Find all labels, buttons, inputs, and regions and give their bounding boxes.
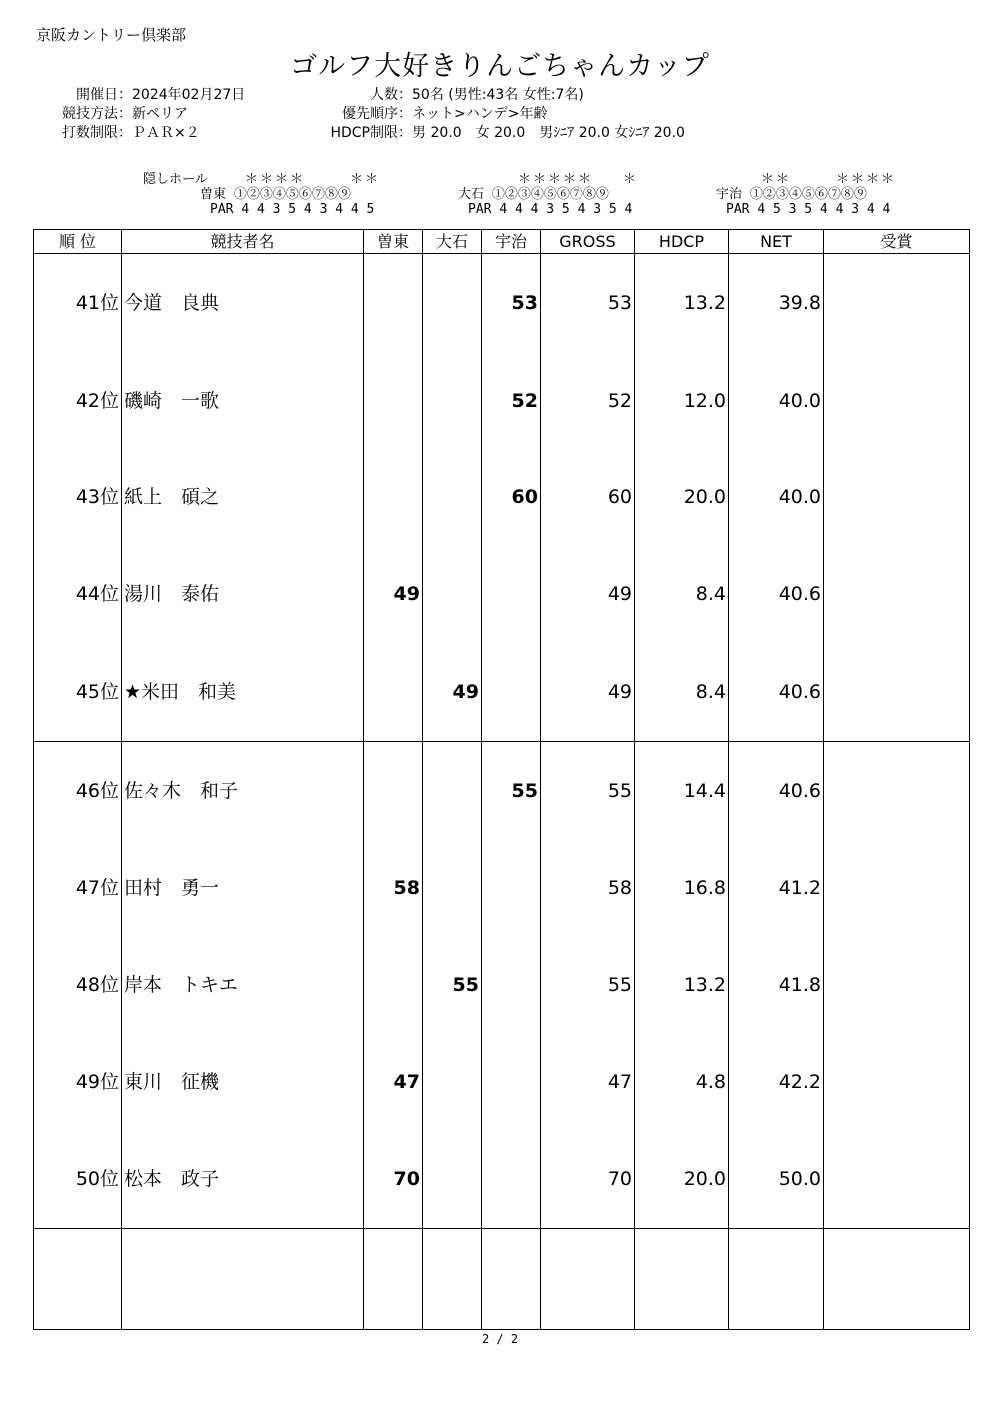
cell-oishi: 49: [423, 643, 482, 742]
cell-name: 田村 勇一: [122, 840, 364, 937]
table-row: [34, 449, 970, 546]
table-row: [34, 1033, 970, 1130]
method-value: 新ペリア: [132, 106, 188, 122]
cell-soto: 47: [364, 1033, 423, 1130]
cell-uji: 55: [482, 741, 541, 840]
cell-net: 41.8: [729, 937, 824, 1034]
cell-gross: 49: [541, 546, 635, 643]
course-uji-holes: [716, 172, 896, 217]
cell-name: 岸本 トキエ: [122, 937, 364, 1034]
cell-rank: 50位: [34, 1130, 122, 1229]
cell-net: 42.2: [729, 1033, 824, 1130]
table-row: [34, 546, 970, 643]
cell-hdcp: 13.2: [635, 937, 729, 1034]
empty-cell: [34, 1229, 122, 1330]
cell-name: ★米田 和美: [122, 643, 364, 742]
cell-award: [824, 840, 970, 937]
cell-net: 40.6: [729, 643, 824, 742]
hdcp-label: HDCP制限：: [330, 125, 412, 141]
col-header-uji: 宇治: [482, 230, 541, 254]
cell-uji: [482, 937, 541, 1034]
priority-value: ネット>ハンデ>年齢: [412, 106, 548, 122]
par-label: PAR: [468, 202, 492, 217]
cell-net: 40.6: [729, 741, 824, 840]
cell-rank: 43位: [34, 449, 122, 546]
date-value: 2024年02月27日: [132, 87, 246, 103]
empty-cell: [635, 1229, 729, 1330]
table-row: [34, 741, 970, 840]
col-header-soto: 曽東: [364, 230, 423, 254]
cell-oishi: [423, 254, 482, 353]
par-values: 4 4 4 3 5 4 3 5 4: [499, 202, 633, 217]
cell-net: 40.0: [729, 449, 824, 546]
limit-value: ＰＡＲ×２: [132, 125, 200, 141]
cell-net: 40.0: [729, 352, 824, 449]
table-empty-area: [34, 1229, 970, 1330]
table-row: [34, 840, 970, 937]
course-oishi-holes: [458, 172, 638, 217]
info-right: [300, 86, 685, 143]
cell-name: 松本 政子: [122, 1130, 364, 1229]
col-header-net: NET: [729, 230, 824, 254]
cell-soto: 49: [364, 546, 423, 643]
course-name: 曽東: [200, 187, 227, 202]
cell-uji: [482, 643, 541, 742]
col-header-name: 競技者名: [122, 230, 364, 254]
cell-net: 40.6: [729, 546, 824, 643]
cell-award: [824, 937, 970, 1034]
club-name: 京阪カントリー倶楽部: [36, 26, 187, 44]
par-values: 4 5 3 5 4 4 3 4 4: [757, 202, 891, 217]
course-name: 大石: [458, 187, 485, 202]
cell-hdcp: 12.0: [635, 352, 729, 449]
cell-gross: 55: [541, 741, 635, 840]
cell-rank: 45位: [34, 643, 122, 742]
cell-net: 39.8: [729, 254, 824, 353]
empty-cell: [541, 1229, 635, 1330]
cell-soto: [364, 643, 423, 742]
cell-oishi: [423, 741, 482, 840]
cell-name: 紙上 碩之: [122, 449, 364, 546]
cell-uji: 52: [482, 352, 541, 449]
cell-rank: 41位: [34, 254, 122, 353]
cell-uji: [482, 546, 541, 643]
cell-name: 東川 征機: [122, 1033, 364, 1130]
cell-soto: [364, 449, 423, 546]
cell-net: 50.0: [729, 1130, 824, 1229]
empty-cell: [729, 1229, 824, 1330]
course-name: 宇治: [716, 187, 743, 202]
empty-cell: [364, 1229, 423, 1330]
cell-name: 磯崎 一歌: [122, 352, 364, 449]
people-value: 50名 (男性:43名 女性:7名): [412, 87, 584, 103]
cell-award: [824, 1033, 970, 1130]
cell-oishi: [423, 840, 482, 937]
par-values: 4 4 3 5 4 3 4 4 5: [241, 202, 375, 217]
cell-rank: 47位: [34, 840, 122, 937]
hidden-stars: ＊＊＊＊ ＊＊: [245, 172, 381, 187]
cell-soto: [364, 741, 423, 840]
empty-cell: [482, 1229, 541, 1330]
table-row: [34, 937, 970, 1034]
table-header-row: [34, 230, 970, 254]
cell-award: [824, 254, 970, 353]
cell-gross: 58: [541, 840, 635, 937]
cell-gross: 70: [541, 1130, 635, 1229]
empty-cell: [122, 1229, 364, 1330]
cell-soto: [364, 352, 423, 449]
cell-hdcp: 8.4: [635, 643, 729, 742]
info-left: [50, 86, 245, 143]
hidden-stars: ＊＊＊＊＊ ＊: [503, 172, 639, 187]
hole-numbers: ①②③④⑤⑥⑦⑧⑨: [491, 187, 609, 202]
cell-award: [824, 1130, 970, 1229]
cell-soto: [364, 937, 423, 1034]
cell-name: 湯川 泰佑: [122, 546, 364, 643]
cell-rank: 44位: [34, 546, 122, 643]
cell-award: [824, 352, 970, 449]
cell-gross: 49: [541, 643, 635, 742]
cell-hdcp: 14.4: [635, 741, 729, 840]
cell-name: 佐々木 和子: [122, 741, 364, 840]
cell-gross: 60: [541, 449, 635, 546]
cell-rank: 46位: [34, 741, 122, 840]
course-soto-holes: [200, 172, 380, 217]
hdcp-value: 男 20.0 女 20.0 男ｼﾆｱ 20.0 女ｼﾆｱ 20.0: [412, 125, 685, 141]
cell-hdcp: 20.0: [635, 449, 729, 546]
limit-label: 打数制限：: [62, 125, 132, 141]
cell-gross: 52: [541, 352, 635, 449]
cell-uji: [482, 1130, 541, 1229]
col-header-gross: GROSS: [541, 230, 635, 254]
empty-cell: [824, 1229, 970, 1330]
cell-rank: 48位: [34, 937, 122, 1034]
cell-hdcp: 4.8: [635, 1033, 729, 1130]
cell-rank: 42位: [34, 352, 122, 449]
cell-uji: [482, 840, 541, 937]
cell-net: 41.2: [729, 840, 824, 937]
cell-oishi: 55: [423, 937, 482, 1034]
par-label: PAR: [726, 202, 750, 217]
priority-label: 優先順序：: [342, 106, 412, 122]
col-header-oishi: 大石: [423, 230, 482, 254]
cell-soto: 70: [364, 1130, 423, 1229]
results-table: [33, 229, 970, 1330]
cell-award: [824, 546, 970, 643]
cell-award: [824, 643, 970, 742]
cell-gross: 47: [541, 1033, 635, 1130]
table-row: [34, 1130, 970, 1229]
empty-cell: [423, 1229, 482, 1330]
par-label: PAR: [210, 202, 234, 217]
table-row: [34, 254, 970, 353]
cell-award: [824, 449, 970, 546]
cell-gross: 55: [541, 937, 635, 1034]
cell-uji: 60: [482, 449, 541, 546]
table-row: [34, 352, 970, 449]
col-header-award: 受賞: [824, 230, 970, 254]
cell-uji: [482, 1033, 541, 1130]
people-label: 人数：: [370, 87, 412, 103]
cell-soto: 58: [364, 840, 423, 937]
cell-gross: 53: [541, 254, 635, 353]
date-label: 開催日：: [76, 87, 132, 103]
hidden-stars: ＊＊ ＊＊＊＊: [761, 172, 897, 187]
cell-hdcp: 20.0: [635, 1130, 729, 1229]
cell-soto: [364, 254, 423, 353]
method-label: 競技方法：: [62, 106, 132, 122]
cell-award: [824, 741, 970, 840]
table-row: [34, 643, 970, 742]
cell-uji: 53: [482, 254, 541, 353]
cell-hdcp: 8.4: [635, 546, 729, 643]
cell-oishi: [423, 1130, 482, 1229]
hidden-hole-label: 隠しホール: [143, 172, 208, 187]
cell-rank: 49位: [34, 1033, 122, 1130]
cell-hdcp: 13.2: [635, 254, 729, 353]
col-header-rank: 順 位: [34, 230, 122, 254]
hole-numbers: ①②③④⑤⑥⑦⑧⑨: [233, 187, 351, 202]
cell-oishi: [423, 1033, 482, 1130]
cell-oishi: [423, 449, 482, 546]
page-number: 2 / 2: [481, 1332, 519, 1346]
cell-oishi: [423, 546, 482, 643]
page-title: ゴルフ大好きりんごちゃんカップ: [290, 51, 710, 82]
cell-name: 今道 良典: [122, 254, 364, 353]
col-header-hdcp: HDCP: [635, 230, 729, 254]
cell-hdcp: 16.8: [635, 840, 729, 937]
hole-numbers: ①②③④⑤⑥⑦⑧⑨: [749, 187, 867, 202]
cell-oishi: [423, 352, 482, 449]
